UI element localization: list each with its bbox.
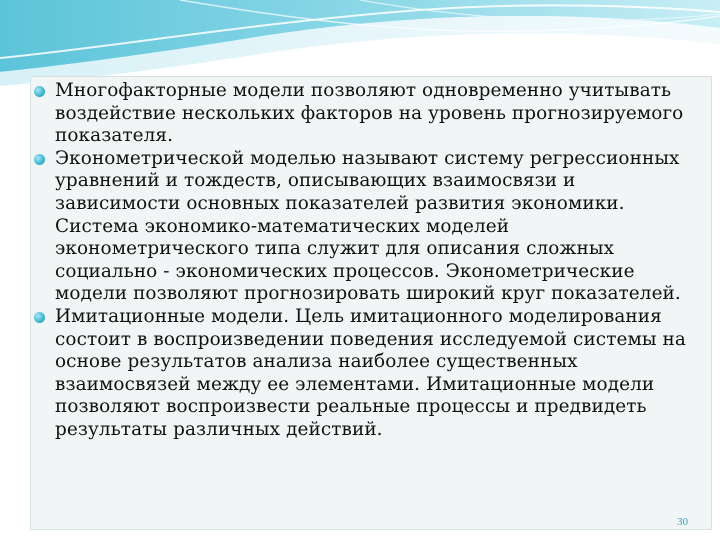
round-blue-bullet-icon: [34, 312, 45, 323]
bullet-text: Имитационные модели. Цель имитационного моделирования состоит в воспроизведении поведения исследуемой системы на основе результатов анализа наиболее существенных взаимосвязей между ее элементами. Имитационные модели позволяют воспроизвести реальные процессы и предвидеть результаты различных действий.: [55, 305, 686, 440]
page-number: 30: [677, 516, 688, 528]
round-blue-bullet-icon: [34, 86, 45, 97]
bullet-item: [31, 306, 703, 442]
bullet-list: [31, 80, 703, 442]
bullet-text: Эконометрической моделью называют систему регрессионных уравнений и тождеств, описывающих взаимосвязи и зависимости основных показателей развития экономики. Система экономико-математических моделей эконометрического типа служит для описания сложных социально - экономических процессов. Эконометрические модели позволяют прогнозировать широкий круг показателей.: [55, 147, 681, 305]
round-blue-bullet-icon: [34, 154, 45, 165]
bullet-text: Многофакторные модели позволяют одновременно учитывать воздействие нескольких факторов на уровень прогнозируемого показателя.: [55, 80, 684, 147]
bullet-item: [31, 148, 703, 306]
bullet-item: [31, 80, 703, 148]
